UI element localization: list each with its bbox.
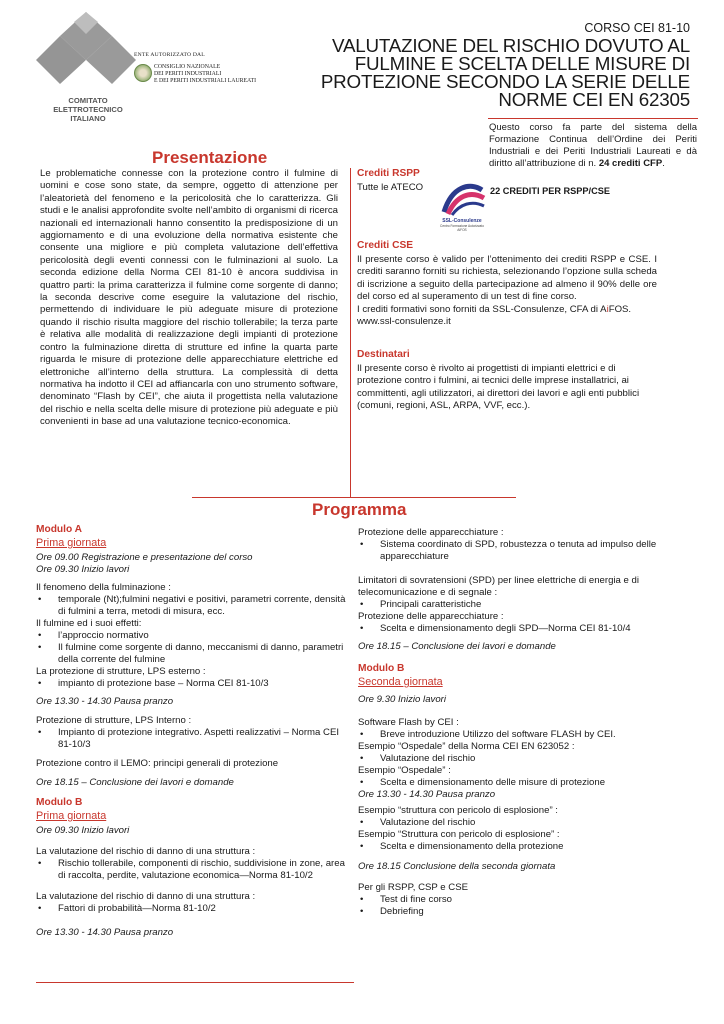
topic-heading: Esempio “Struttura con pericolo di esplosione” : <box>358 829 560 840</box>
topic-bullet <box>358 729 660 741</box>
ssl-badge-line1: SSL-Consulenze <box>442 218 482 224</box>
ssl-swoosh-icon <box>438 180 486 216</box>
topic-bullet <box>358 841 660 853</box>
crediti-cse-block <box>357 254 657 328</box>
presentazione-title: Presentazione <box>152 148 268 167</box>
logo-org-line1: COMITATO <box>68 96 108 105</box>
topic-heading: Protezione delle apparecchiature : <box>358 527 504 538</box>
title-line2: FULMINE E SCELTA DELLE MISURE DI <box>354 53 690 74</box>
bullet-mark: • <box>38 858 42 869</box>
bullet-text: l’approccio normativo <box>58 630 149 641</box>
topic-bullet <box>36 630 354 642</box>
topic-bullet <box>36 594 354 618</box>
topic-bullet <box>358 623 660 635</box>
intro-cfp-end: . <box>662 158 665 169</box>
bullet-mark: • <box>38 727 42 738</box>
modulo-b-day: Prima giornata <box>36 810 107 822</box>
topic-heading: Protezione di strutture, LPS Interno : <box>36 715 192 726</box>
topic-bullet <box>36 903 354 915</box>
destinatari-title: Destinatari <box>357 349 410 360</box>
topic-heading: Per gli RSPP, CSP e CSE <box>358 882 469 893</box>
schedule-start: Ore 09.30 Inizio lavori <box>36 825 130 836</box>
schedule-lunch: Ore 13.30 - 14.30 Pausa pranzo <box>36 927 174 938</box>
bullet-text: temporale (Nt);fulmini negativi e positivi, parametri corrente, densità di fulmini a terra, metodi di misura, ecc. <box>58 594 346 617</box>
intro-cfp: 24 crediti CFP <box>598 158 663 169</box>
bullet-text: Scelta e dimensionamento degli SPD—Norma CEI 81-10/4 <box>380 623 631 634</box>
topic-heading: Protezione delle apparecchiature : <box>358 611 504 622</box>
bullet-mark: • <box>360 729 364 740</box>
accreditation-block <box>134 52 262 98</box>
cei-logo-mark <box>36 8 136 98</box>
topic-heading: La protezione di strutture, LPS esterno : <box>36 666 206 677</box>
ssl-badge-line3: AiFOS <box>457 228 467 232</box>
topic-bullet <box>358 777 660 789</box>
crediti-cse-provider <box>357 304 657 316</box>
topic-heading: Esempio “struttura con pericolo di esplosione” : <box>358 805 558 816</box>
topic-heading: Il fenomeno della fulminazione : <box>36 582 171 593</box>
topic-bullet <box>358 817 660 829</box>
bullet-mark: • <box>360 817 364 828</box>
modulo-b-second-day: Seconda giornata <box>358 676 443 688</box>
bullet-text: Fattori di probabilità—Norma 81-10/2 <box>58 903 216 914</box>
topic-bullet <box>358 599 660 611</box>
topic-bullet <box>358 539 660 563</box>
modulo-a-label: Modulo A <box>36 524 83 535</box>
presentazione-text: Le problematiche connesse con la protezione contro il fulmine di uomini e cose sono state, da sempre, oggetto di attenzione per l’aleatorietà del fenomeno e la pericolosità che lo caratterizza. Gli studi e le analisi approfondite svolte nell’ambito di organismi di ricerca nazionali ed internazionali hanno consentito la predisposizione di un aggiornamento e di una evoluzione della normativa esistente che consente una migliore e più completa valutazione dell’effettiva pericolosità degli eventi connessi con le fulminazioni al suolo. La seconda edizione della Norma CEI 81-10 è ancora suddivisa in quattro parti: la prima caratterizza il fulmine come sorgente di danno; la seconda descrive come eseguire la valutazione del rischio, permettendo di individuare le più adeguate misure di protezione quando il rischio risulta maggiore del rischio tollerabile; la terza parte è relativa alle modalità di realizzazione degli impianti di protezione contro la fulminazione diretta di strutture ed infine la quarta parte riguarda le misure di protezione delle apparecchiature elettriche ed elettroniche all’interno della struttura. La complessità di detta normativa ha indotto il CEI ad affiancarla con uno strumento software, denominato “Flash by CEI”, che aiuta il progettista nella valutazione del rischio e nella scelta delle misure di protezione più adeguate e più convenienti in base ad una valutazione tecnico-economica. <box>40 168 338 428</box>
crediti-rspp-text: Tutte le ATECO <box>357 182 424 193</box>
logo-org-line3: ITALIANO <box>70 114 106 123</box>
programma-title: Programma <box>312 500 407 519</box>
bullet-mark: • <box>38 642 42 653</box>
bullet-text: Scelta e dimensionamento delle misure di protezione <box>380 777 606 788</box>
ssl-consulenze-logo <box>438 180 486 238</box>
topic-heading: Software Flash by CEI : <box>358 717 459 728</box>
bullet-text: Valutazione del rischio <box>380 817 476 828</box>
bullet-text: Scelta e dimensionamento della protezione <box>380 841 564 852</box>
bullet-mark: • <box>38 630 42 641</box>
bullet-text: impianto di protezione base – Norma CEI 81-10/3 <box>58 678 269 689</box>
council-line2: DEI PERITI INDUSTRIALI <box>154 70 222 77</box>
bullet-mark: • <box>38 903 42 914</box>
provider-text-i: i <box>606 303 609 315</box>
bullet-mark: • <box>38 678 42 689</box>
schedule-start: Ore 9.30 Inizio lavori <box>358 694 446 705</box>
council-line3: E DEI PERITI INDUSTRIALI LAUREATI <box>154 77 257 84</box>
bullet-mark: • <box>360 906 364 917</box>
crediti-cse-title: Crediti CSE <box>357 240 414 251</box>
bullet-text: Debriefing <box>380 906 424 917</box>
ssl-badge-line2: Centro Formazione Autorizzato <box>440 224 484 228</box>
schedule-start: Ore 09.30 Inizio lavori <box>36 564 130 575</box>
programma-left-column <box>36 524 354 939</box>
intro-text: Questo corso fa parte del sistema della Formazione Continua dell’Ordine dei Periti Industriali e dei Periti Industriali Laureati e dà diritto all’attribuzione di n. <box>489 122 697 169</box>
topic-heading: La valutazione del rischio di danno di una struttura : <box>36 846 256 857</box>
bullet-text: Test di fine corso <box>380 894 452 905</box>
topic-bullet <box>36 678 354 690</box>
bullet-text: Breve introduzione Utilizzo del software FLASH by CEI. <box>380 729 616 740</box>
topic-heading: La valutazione del rischio di danno di una struttura : <box>36 891 256 902</box>
schedule-end: Ore 18.15 – Conclusione dei lavori e domande <box>36 777 234 788</box>
topic-bullet <box>36 858 354 882</box>
title-line3: PROTEZIONE SECONDO LA SERIE DELLE <box>320 71 690 92</box>
emblem-icon <box>134 64 152 82</box>
topic-heading: Esempio “Ospedale” : <box>358 765 451 776</box>
topic-heading: Limitatori di sovratensioni (SPD) per linee elettriche di energia e di telecomunicazione e di segnale : <box>358 575 640 598</box>
cei-logo <box>36 8 136 126</box>
logo-org-line2: ELETTROTECNICO <box>53 105 123 114</box>
bullet-text: Il fulmine come sorgente di danno, meccanismi di danno, parametri della corrente del fulmine <box>58 642 344 665</box>
column-divider <box>350 168 351 498</box>
accreditation-label: ENTE AUTORIZZATO DAL <box>134 52 205 58</box>
ssl-website-link[interactable]: www.ssl-consulenze.it <box>357 316 451 328</box>
bullet-text: Principali caratteristiche <box>380 599 482 610</box>
topic-bullet <box>358 894 660 906</box>
schedule-end: Ore 18.15 Conclusione della seconda giornata <box>358 861 556 872</box>
bullet-mark: • <box>360 753 364 764</box>
bullet-mark: • <box>360 841 364 852</box>
topic-bullet <box>358 906 660 918</box>
bullet-mark: • <box>38 594 42 605</box>
provider-text-b: FOS. <box>608 303 632 315</box>
intro-box <box>489 122 697 170</box>
topic-bullet <box>358 753 660 765</box>
topic-heading: Esempio “Ospedale” della Norma CEI EN 623052 : <box>358 741 575 752</box>
topic-heading: Il fulmine ed i suoi effetti: <box>36 618 142 629</box>
schedule-lunch: Ore 13.30 - 14.30 Pausa pranzo <box>36 696 174 707</box>
rspp-credits: 22 CREDITI PER RSPP/CSE <box>490 186 610 196</box>
title-line1: VALUTAZIONE DEL RISCHIO DOVUTO AL <box>332 35 690 56</box>
crediti-rspp-title: Crediti RSPP <box>357 168 420 179</box>
modulo-a-day: Prima giornata <box>36 537 107 549</box>
bullet-mark: • <box>360 599 364 610</box>
provider-text-a: I crediti formativi sono forniti da SSL-Consulenze, CFA di A <box>357 303 607 315</box>
topic-bullet <box>36 642 354 666</box>
bullet-mark: • <box>360 623 364 634</box>
title-divider <box>488 118 698 119</box>
crediti-cse-text: Il presente corso è valido per l’ottenimento dei crediti RSPP e CSE. I crediti saranno forniti su richiesta, selezionando l’opzione sulla scheda di iscrizione a seguito della partecipazione ad almeno il 90% delle ore del corso ed al superamento di un test di fine corso. <box>357 254 657 303</box>
bullet-text: Rischio tollerabile, componenti di rischio, suddivisione in zone, area di raccolta, perdite, valutazione economica—Norma 81-10/2 <box>58 858 345 881</box>
programma-right-column <box>358 527 660 918</box>
programma-divider <box>192 497 516 498</box>
topic-heading: Protezione contro il LEMO: principi generali di protezione <box>36 758 279 769</box>
modulo-b-label: Modulo B <box>36 797 83 808</box>
bullet-text: Impianto di protezione integrativo. Aspetti realizzativi – Norma CEI 81-10/3 <box>58 727 340 750</box>
modulo-b-label: Modulo B <box>358 663 405 674</box>
schedule-registration: Ore 09.00 Registrazione e presentazione del corso <box>36 552 253 563</box>
bullet-mark: • <box>360 894 364 905</box>
bullet-mark: • <box>360 777 364 788</box>
schedule-lunch: Ore 13.30 - 14.30 Pausa pranzo <box>358 789 496 800</box>
bullet-text: Valutazione del rischio <box>380 753 476 764</box>
course-code: CORSO CEI 81-10 <box>584 21 690 35</box>
footer-divider <box>36 982 354 983</box>
schedule-end: Ore 18.15 – Conclusione dei lavori e domande <box>358 641 556 652</box>
bullet-text: Sistema coordinato di SPD, robustezza o tenuta ad impulso delle apparecchiature <box>380 539 657 562</box>
title-line4: NORME CEI EN 62305 <box>498 89 690 110</box>
bullet-mark: • <box>360 539 364 550</box>
topic-bullet <box>36 727 354 751</box>
destinatari-text: Il presente corso è rivolto ai progettisti di impianti elettrici e di protezione contro i fulmini, ai tecnici delle imprese installatrici, ai committenti, agli utilizzatori, ai direttori dei lavori e agli enti pubblici (comuni, regioni, ASL, ARPA, VVF, ecc.). <box>357 363 640 412</box>
council-line1: CONSIGLIO NAZIONALE <box>154 64 221 70</box>
page-title <box>321 37 690 109</box>
